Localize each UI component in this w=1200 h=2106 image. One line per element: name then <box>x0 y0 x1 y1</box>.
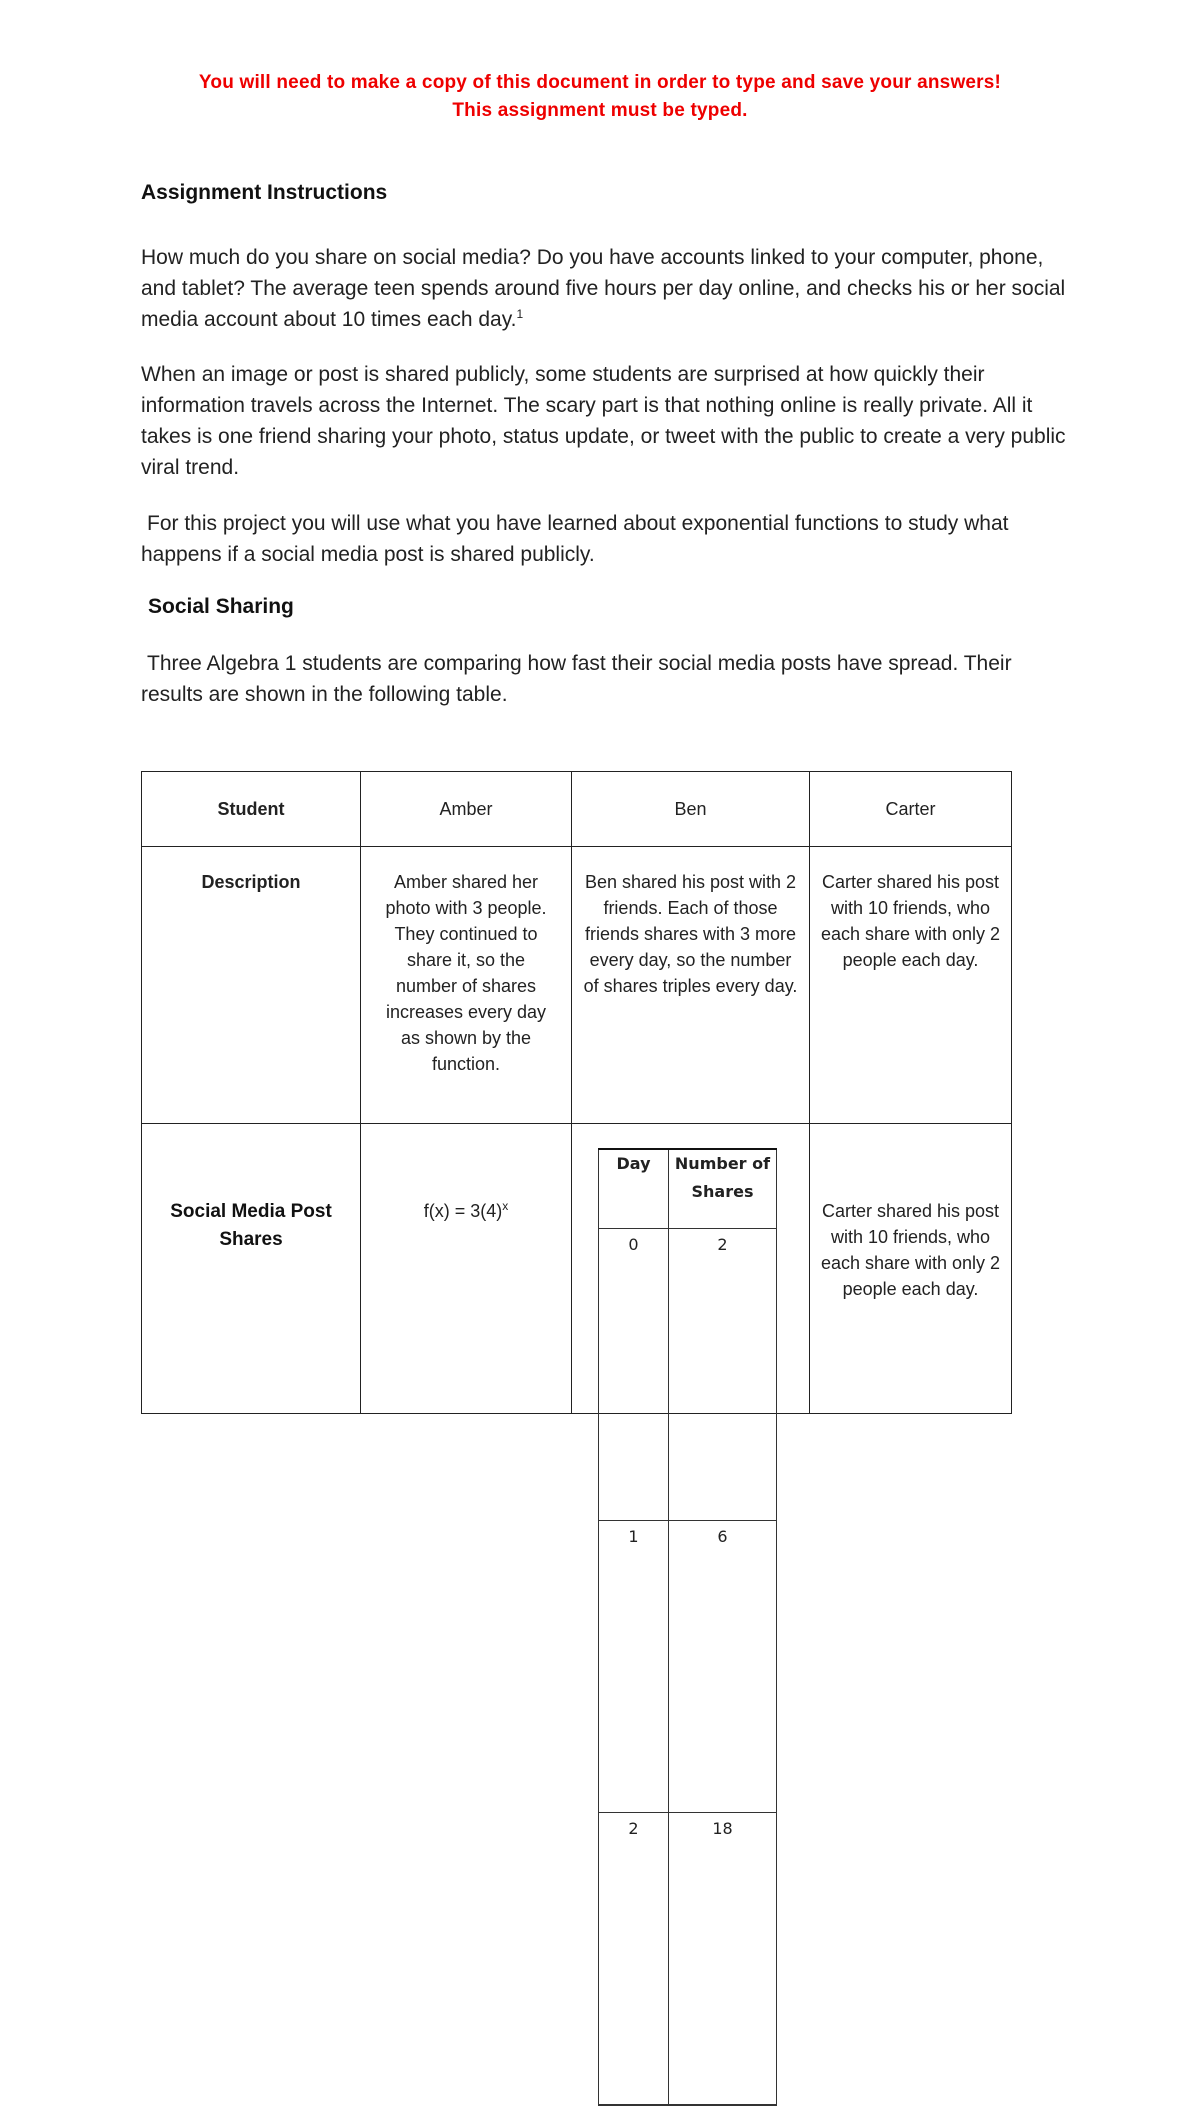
social-sharing-heading: Social Sharing <box>148 595 294 618</box>
shares-row <box>142 1124 1012 1414</box>
table-row <box>599 1813 777 2106</box>
shares-ben <box>572 1124 810 1838</box>
amber-formula-exponent: x <box>502 1199 509 1213</box>
privacy-paragraph: When an image or post is shared publicly, some students are surprised at how quickly their information travels across the Internet. The scary part is that nothing online is really private. All it takes is one friend sharing your photo, status update, or tweet with the public to create a very public viral trend. <box>141 363 1066 479</box>
typed-notice: This assignment must be typed. <box>452 100 748 121</box>
description-label <box>142 847 361 1124</box>
shares-amber <box>361 1124 572 1414</box>
description-carter <box>810 847 1012 1124</box>
student-name-ben: Ben <box>572 772 810 847</box>
intro-paragraph <box>141 242 1071 335</box>
description-amber <box>361 847 572 1124</box>
table-row <box>599 1521 777 1813</box>
amber-formula <box>361 1124 571 1224</box>
day-header: Day <box>599 1149 669 1229</box>
shares-label <box>142 1124 361 1414</box>
social-sharing-intro: Three Algebra 1 students are comparing how fast their social media posts have spread. Their results are shown in the following table. <box>141 652 1012 706</box>
project-paragraph: For this project you will use what you have learned about exponential functions to study what happens if a social media post is shared publicly. <box>141 512 1009 566</box>
description-ben-text: Ben shared his post with 2 friends. Each of those friends shares with 3 more every day, so the number of shares triples every day. <box>583 872 798 996</box>
ben-shares-header-row <box>599 1149 777 1229</box>
table-row <box>599 1229 777 1521</box>
description-carter-text: Carter shared his post with 10 friends, who each share with only 2 people each day. <box>820 872 1001 970</box>
intro-paragraph-text: How much do you share on social media? Do you have accounts linked to your computer, phone, and tablet? The average teen spends around five hours per day online, and checks his or her social media account about 10 times each day. <box>141 246 1066 331</box>
description-label-text: Description <box>201 872 301 892</box>
description-ben <box>572 847 810 1124</box>
carter-shares-text: Carter shared his post with 10 friends, who each share with only 2 people each day. <box>820 1201 1001 1299</box>
comparison-table <box>141 771 1012 1838</box>
day-cell: 2 <box>599 1813 669 2106</box>
ben-shares-table <box>598 1148 777 2106</box>
day-cell: 1 <box>599 1521 669 1813</box>
student-name-amber: Amber <box>361 772 572 847</box>
amber-formula-base: f(x) = 3(4) <box>423 1201 503 1221</box>
shares-carter <box>810 1124 1012 1414</box>
description-amber-text: Amber shared her photo with 3 people. They continued to share it, so the number of shares increases every day as shown by the function. <box>385 872 547 1074</box>
ben-shares-wrap <box>572 1124 809 1838</box>
shares-label-text: Social Media Post Shares <box>170 1201 332 1250</box>
number-of-shares-header: Number of Shares <box>669 1149 777 1229</box>
shares-cell: 2 <box>669 1229 777 1521</box>
footnote-marker: 1 <box>516 307 524 321</box>
description-row <box>142 847 1012 1124</box>
student-row <box>142 772 1012 847</box>
shares-cell: 18 <box>669 1813 777 2106</box>
student-name-carter: Carter <box>810 772 1012 847</box>
day-cell: 0 <box>599 1229 669 1521</box>
student-label: Student <box>142 772 361 847</box>
copy-notice: You will need to make a copy of this document in order to type and save your answers! <box>198 72 1002 93</box>
shares-cell: 6 <box>669 1521 777 1813</box>
assignment-instructions-heading: Assignment Instructions <box>141 181 388 204</box>
